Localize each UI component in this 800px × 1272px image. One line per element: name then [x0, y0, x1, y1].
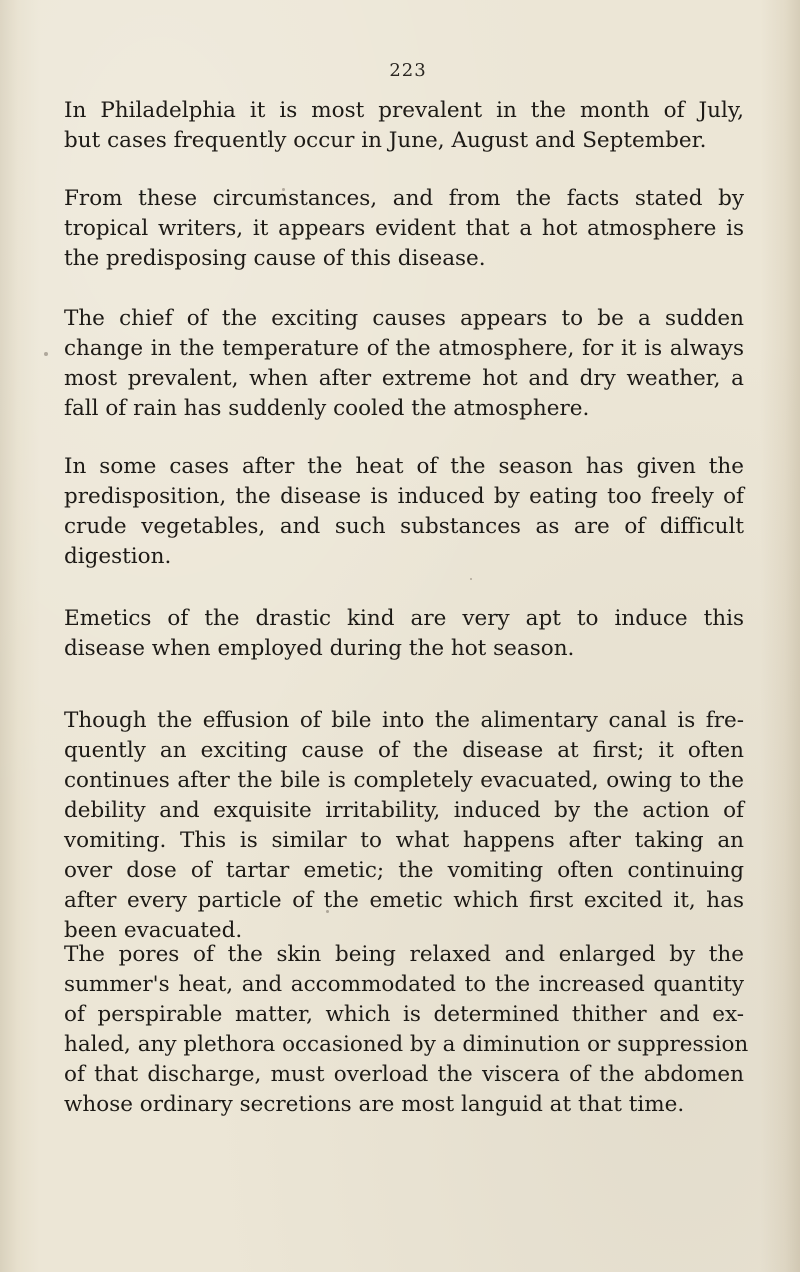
text-line: predisposition, the disease is induced by eating too freely of	[64, 484, 744, 509]
text-line: change in the temperature of the atmosphere, for it is always	[64, 336, 744, 361]
text-line: of that discharge, must overload the viscera of the abdomen	[64, 1062, 744, 1087]
text-line: of perspirable matter, which is determined thither and ex-	[64, 1002, 744, 1027]
text-line: haled, any plethora occasioned by a diminution or suppression	[64, 1032, 749, 1057]
text-line: been evacuated.	[64, 918, 243, 943]
text-line: summer's heat, and accommodated to the increased quantity	[64, 972, 744, 997]
text-line: over dose of tartar emetic; the vomiting often continuing	[64, 858, 744, 883]
text-line: continues after the bile is completely evacuated, owing to the	[64, 768, 744, 793]
paragraph-effusion-of-bile	[64, 706, 744, 946]
text-line: quently an exciting cause of the disease at first; it often	[64, 738, 744, 763]
paragraph-pores-of-skin	[64, 940, 749, 1120]
paper-speck	[326, 910, 329, 913]
text-line: Emetics of the drastic kind are very apt to induce this	[64, 606, 744, 631]
text-line: after every particle of the emetic which first excited it, has	[64, 888, 744, 913]
text-line: In Philadelphia it is most prevalent in the month of July,	[64, 98, 744, 123]
paragraph-predisposing-cause	[64, 184, 744, 274]
text-line: In some cases after the heat of the season has given the	[64, 454, 744, 479]
paragraph-crude-vegetables	[64, 452, 744, 572]
paper-speck	[44, 352, 48, 356]
paper-speck	[470, 578, 472, 580]
text-line: vomiting. This is similar to what happens after taking an	[64, 828, 744, 853]
text-line: From these circumstances, and from the facts stated by	[64, 186, 744, 211]
paragraph-exciting-causes	[64, 304, 744, 424]
text-line: Though the effusion of bile into the alimentary canal is fre-	[64, 708, 744, 733]
text-line: fall of rain has suddenly cooled the atmosphere.	[64, 396, 590, 421]
text-line: but cases frequently occur in June, August and September.	[64, 128, 707, 153]
text-line: disease when employed during the hot season.	[64, 636, 575, 661]
text-line: The pores of the skin being relaxed and enlarged by the	[64, 942, 744, 967]
text-line: debility and exquisite irritability, induced by the action of	[64, 798, 744, 823]
text-line: whose ordinary secretions are most languid at that time.	[64, 1092, 685, 1117]
text-line: tropical writers, it appears evident that a hot atmosphere is	[64, 216, 744, 241]
paragraph-emetics	[64, 604, 744, 664]
text-line: crude vegetables, and such substances as are of difficult	[64, 514, 744, 539]
page-number: 223	[389, 60, 427, 81]
text-line: digestion.	[64, 544, 172, 569]
text-line: most prevalent, when after extreme hot and dry weather, a	[64, 366, 744, 391]
text-line: The chief of the exciting causes appears to be a sudden	[64, 306, 744, 331]
paragraph-prevalence-months	[64, 96, 744, 156]
text-line: the predisposing cause of this disease.	[64, 246, 486, 271]
paper-speck	[282, 188, 285, 191]
